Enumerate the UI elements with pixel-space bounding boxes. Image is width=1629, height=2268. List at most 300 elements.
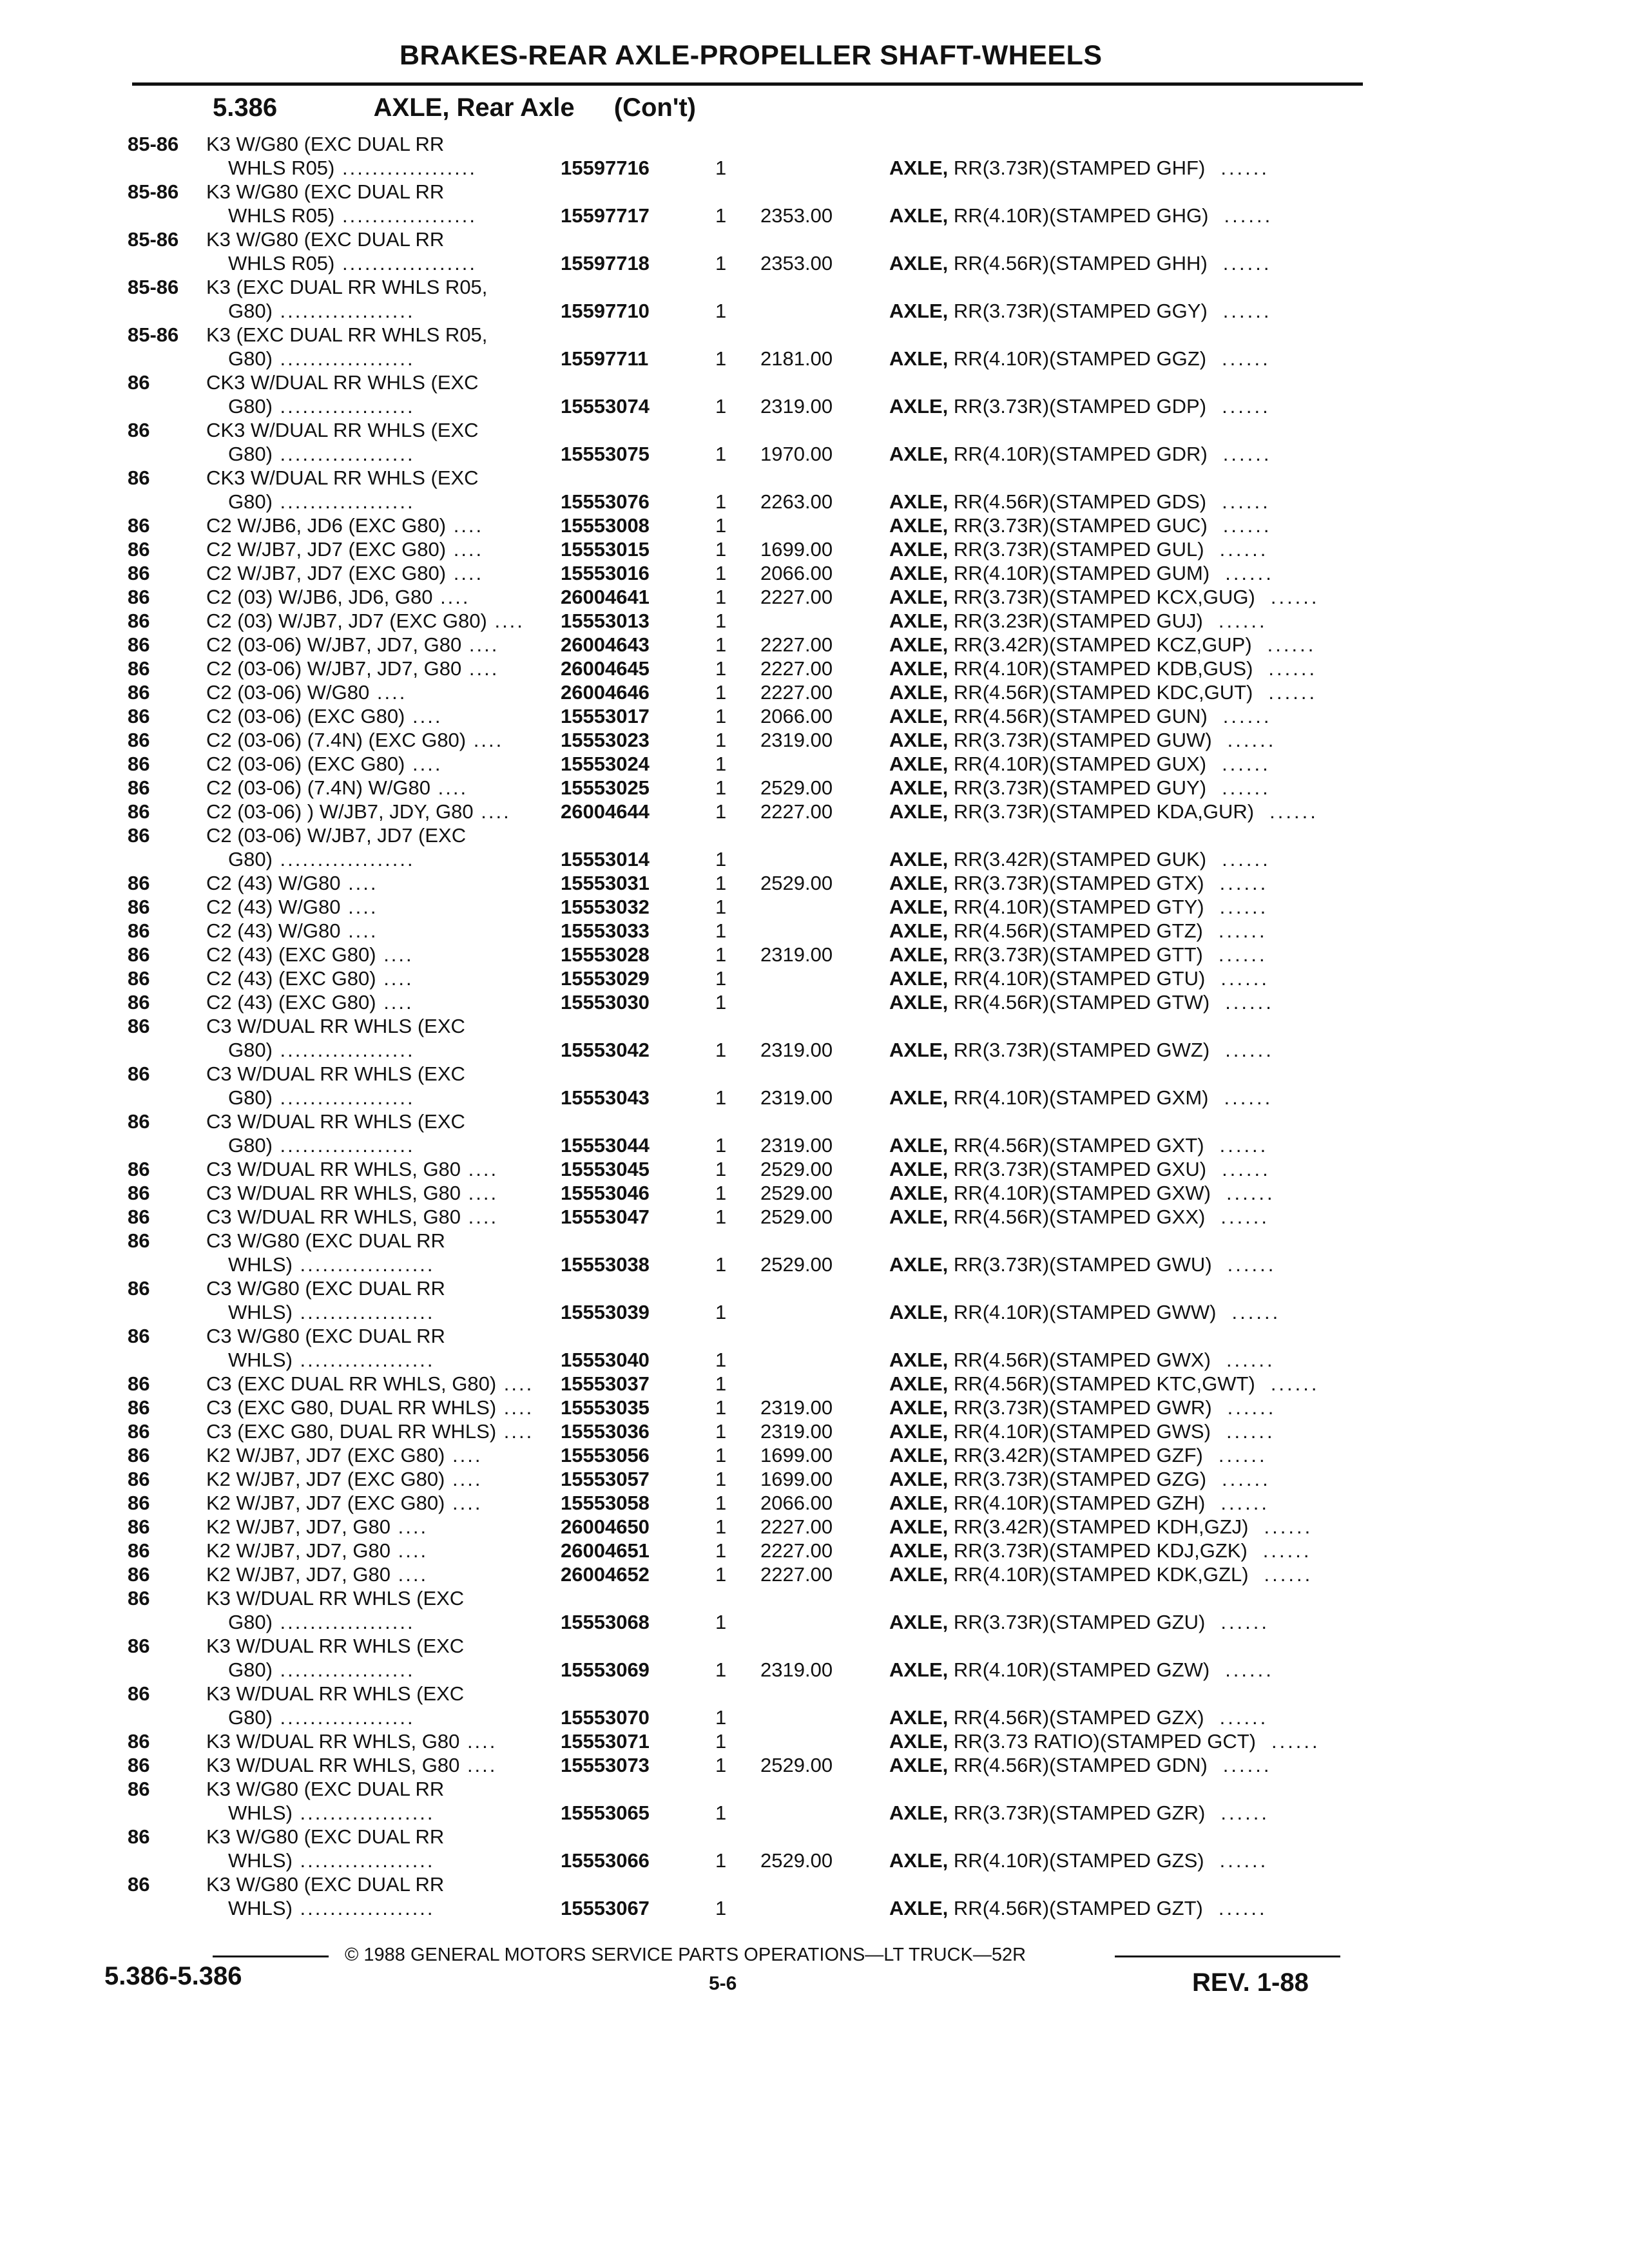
application-description: [206, 1753, 497, 1777]
model-year: 86: [128, 824, 150, 847]
model-year: 85-86: [128, 133, 179, 155]
page-title: BRAKES-REAR AXLE-PROPELLER SHAFT-WHEELS: [400, 40, 1103, 71]
part-number: 15553065: [561, 1802, 650, 1824]
footer-divider-right: [1115, 1956, 1340, 1957]
part-number: 15597717: [561, 204, 650, 227]
leader-dots: ......: [1224, 204, 1273, 227]
application-description: [206, 132, 477, 180]
application-description: [206, 1014, 465, 1062]
part-name: AXLE,: [889, 1420, 949, 1443]
quantity: 1: [715, 490, 727, 513]
parts-row: [0, 966, 1629, 990]
application-description: [206, 1539, 428, 1562]
model-year: 86: [128, 729, 150, 751]
part-number: 15553074: [561, 395, 650, 418]
application-line-1: K2 W/JB7, JD7, G80: [206, 1539, 390, 1562]
leader-dots: ......: [1222, 395, 1271, 418]
leader-dots: ..................: [334, 204, 477, 227]
model-year: 86: [128, 872, 150, 894]
application-line-2: G80): [228, 443, 273, 465]
application-line-2: WHLS): [228, 1301, 293, 1323]
leader-dots: ......: [1222, 1754, 1272, 1776]
part-name: AXLE,: [889, 1158, 949, 1180]
application-line-2: WHLS): [228, 1253, 293, 1276]
price: 2227.00: [760, 586, 833, 608]
part-name: AXLE,: [889, 1754, 949, 1776]
part-description: [889, 728, 1276, 752]
part-spec: RR(4.10R)(STAMPED GWW): [953, 1301, 1217, 1323]
leader-dots: ....: [340, 896, 378, 918]
part-name: AXLE,: [889, 1444, 949, 1466]
quantity: 1: [715, 1372, 727, 1395]
model-year: 86: [128, 1325, 150, 1347]
model-year: 86: [128, 371, 150, 394]
parts-row: [0, 1443, 1629, 1467]
application-description: [206, 466, 479, 514]
application-line-2: G80): [228, 1086, 273, 1109]
leader-dots: ....: [496, 1372, 534, 1395]
parts-row: [0, 418, 1629, 466]
leader-dots: ....: [405, 705, 443, 727]
model-year: 86: [128, 1015, 150, 1037]
part-name: AXLE,: [889, 538, 949, 561]
price: 2319.00: [760, 943, 833, 966]
part-number: 15553016: [561, 562, 650, 584]
leader-dots: ..................: [334, 252, 477, 274]
part-description: [889, 1753, 1271, 1777]
application-line-1: K3 W/DUAL RR WHLS (EXC: [206, 1587, 465, 1610]
part-number: 15553067: [561, 1897, 650, 1919]
part-spec: RR(3.73R)(STAMPED GZG): [953, 1468, 1207, 1490]
part-name: AXLE,: [889, 1802, 949, 1824]
parts-row: [0, 537, 1629, 561]
quantity: 1: [715, 1468, 727, 1490]
part-spec: RR(3.73R)(STAMPED GXU): [953, 1158, 1207, 1180]
leader-dots: ....: [432, 586, 470, 608]
application-line-2: G80): [228, 1611, 273, 1633]
part-description: [889, 561, 1274, 585]
model-year: 86: [128, 1730, 150, 1753]
model-year: 86: [128, 1635, 150, 1657]
part-number: 15553043: [561, 1086, 650, 1109]
part-spec: RR(4.56R)(STAMPED GUN): [953, 705, 1208, 727]
price: 2319.00: [760, 1396, 833, 1419]
application-line-1: CK3 W/DUAL RR WHLS (EXC: [206, 466, 479, 489]
part-description: [889, 204, 1273, 227]
application-description: [206, 800, 511, 823]
part-description: [889, 1300, 1280, 1324]
part-description: [889, 251, 1271, 275]
part-spec: RR(4.56R)(STAMPED GDN): [953, 1754, 1208, 1776]
part-number: 15553068: [561, 1611, 650, 1633]
leader-dots: ......: [1222, 1158, 1271, 1180]
application-line-1: K3 W/G80 (EXC DUAL RR: [206, 1778, 445, 1800]
model-year: 86: [128, 466, 150, 489]
leader-dots: ....: [390, 1515, 429, 1538]
part-description: [889, 1658, 1274, 1682]
part-spec: RR(4.10R)(STAMPED GWS): [953, 1420, 1211, 1443]
parts-row: [0, 680, 1629, 704]
application-description: [206, 1229, 445, 1276]
application-description: [206, 1110, 465, 1157]
leader-dots: ....: [459, 1730, 497, 1753]
part-name: AXLE,: [889, 1492, 949, 1514]
part-spec: RR(3.73R)(STAMPED GTT): [953, 943, 1203, 966]
price: 2227.00: [760, 800, 833, 823]
model-year: 86: [128, 919, 150, 942]
part-spec: RR(4.10R)(STAMPED GTU): [953, 967, 1206, 990]
part-number: 15553071: [561, 1730, 650, 1753]
part-name: AXLE,: [889, 490, 949, 513]
part-name: AXLE,: [889, 872, 949, 894]
part-name: AXLE,: [889, 443, 949, 465]
application-description: [206, 1825, 444, 1872]
application-line-1: C2 (43) (EXC G80): [206, 991, 376, 1014]
application-line-1: C3 W/G80 (EXC DUAL RR: [206, 1325, 445, 1347]
part-name: AXLE,: [889, 1706, 949, 1729]
application-line-1: K2 W/JB7, JD7, G80: [206, 1563, 390, 1586]
model-year: 86: [128, 705, 150, 727]
part-number: 26004641: [561, 586, 650, 608]
model-year: 86: [128, 1229, 150, 1252]
quantity: 1: [715, 562, 727, 584]
model-year: 86: [128, 657, 150, 680]
leader-dots: ..................: [272, 848, 415, 870]
part-description: [889, 1419, 1275, 1443]
part-number: 15553044: [561, 1134, 650, 1157]
part-number: 15553057: [561, 1468, 650, 1490]
part-name: AXLE,: [889, 705, 949, 727]
part-description: [889, 1396, 1276, 1419]
application-line-2: G80): [228, 1134, 273, 1157]
parts-row: [0, 1729, 1629, 1753]
section-continued: (Con't): [613, 93, 696, 122]
leader-dots: ......: [1219, 1134, 1269, 1157]
application-line-1: C2 (03-06) W/JB7, JD7, G80: [206, 633, 462, 656]
part-name: AXLE,: [889, 1897, 949, 1919]
price: 2353.00: [760, 204, 833, 227]
price: 2066.00: [760, 705, 833, 727]
part-number: 15553073: [561, 1754, 650, 1776]
leader-dots: ....: [461, 1206, 499, 1228]
application-description: [206, 1467, 482, 1491]
quantity: 1: [715, 157, 727, 179]
parts-row: [0, 657, 1629, 680]
part-description: [889, 657, 1317, 680]
model-year: 86: [128, 1468, 150, 1490]
leader-dots: ......: [1225, 562, 1274, 584]
part-number: 15553014: [561, 848, 650, 870]
part-name: AXLE,: [889, 300, 949, 322]
part-name: AXLE,: [889, 1658, 949, 1681]
price: 2066.00: [760, 1492, 833, 1514]
part-description: [889, 895, 1268, 919]
application-description: [206, 1443, 482, 1467]
part-name: AXLE,: [889, 729, 949, 751]
application-line-2: G80): [228, 490, 273, 513]
leader-dots: ......: [1218, 1444, 1268, 1466]
parts-row: [0, 275, 1629, 323]
part-description: [889, 514, 1271, 537]
parts-row: [0, 466, 1629, 514]
application-line-2: G80): [228, 1706, 273, 1729]
quantity: 1: [715, 610, 727, 632]
part-spec: RR(4.10R)(STAMPED GGZ): [953, 347, 1207, 370]
leader-dots: ......: [1222, 300, 1272, 322]
model-year: 86: [128, 943, 150, 966]
quantity: 1: [715, 1611, 727, 1633]
leader-dots: ......: [1267, 633, 1316, 656]
part-number: 15553046: [561, 1182, 650, 1204]
application-description: [206, 990, 414, 1014]
application-description: [206, 1682, 464, 1729]
quantity: 1: [715, 1492, 727, 1514]
leader-dots: ......: [1219, 1706, 1269, 1729]
application-description: [206, 1515, 428, 1539]
application-description: [206, 728, 503, 752]
leader-dots: ....: [390, 1539, 429, 1562]
part-spec: RR(4.10R)(STAMPED GUM): [953, 562, 1210, 584]
quantity: 1: [715, 896, 727, 918]
model-year: 86: [128, 1682, 150, 1705]
price: 2529.00: [760, 1253, 833, 1276]
application-line-1: C3 (EXC G80, DUAL RR WHLS): [206, 1396, 497, 1419]
leader-dots: ....: [376, 991, 414, 1014]
leader-dots: ..................: [272, 347, 415, 370]
parts-row: [0, 609, 1629, 633]
leader-dots: ......: [1220, 1802, 1270, 1824]
price: 2227.00: [760, 657, 833, 680]
model-year: 86: [128, 1110, 150, 1133]
part-spec: RR(4.10R)(STAMPED KDK,GZL): [953, 1563, 1249, 1586]
application-line-1: C3 W/DUAL RR WHLS (EXC: [206, 1015, 465, 1037]
application-line-1: K3 (EXC DUAL RR WHLS R05,: [206, 276, 488, 298]
quantity: 1: [715, 1539, 727, 1562]
part-number: 15553045: [561, 1158, 650, 1180]
quantity: 1: [715, 657, 727, 680]
part-description: [889, 943, 1268, 966]
part-description: [889, 1181, 1275, 1205]
part-name: AXLE,: [889, 1039, 949, 1061]
application-description: [206, 1777, 444, 1825]
part-description: [889, 1706, 1268, 1729]
parts-row: [0, 1586, 1629, 1634]
part-name: AXLE,: [889, 967, 949, 990]
part-description: [889, 442, 1271, 466]
leader-dots: ....: [376, 943, 414, 966]
leader-dots: ......: [1220, 1492, 1270, 1514]
application-line-1: C2 W/JB6, JD6 (EXC G80): [206, 514, 447, 537]
parts-row: [0, 1634, 1629, 1682]
leader-dots: ......: [1227, 729, 1277, 751]
price: 2529.00: [760, 1754, 833, 1776]
parts-row: [0, 1682, 1629, 1729]
leader-dots: ......: [1220, 1206, 1270, 1228]
application-line-1: K3 W/DUAL RR WHLS, G80: [206, 1754, 460, 1776]
part-name: AXLE,: [889, 848, 949, 870]
leader-dots: ....: [376, 967, 414, 990]
application-line-1: C2 (03-06) (7.4N) W/G80: [206, 776, 430, 799]
leader-dots: ......: [1218, 610, 1268, 632]
part-name: AXLE,: [889, 776, 949, 799]
part-spec: RR(4.56R)(STAMPED KDC,GUT): [953, 681, 1253, 704]
quantity: 1: [715, 681, 727, 704]
quantity: 1: [715, 1349, 727, 1371]
part-number: 15553017: [561, 705, 650, 727]
part-spec: RR(4.10R)(STAMPED KDB,GUS): [953, 657, 1253, 680]
part-name: AXLE,: [889, 896, 949, 918]
part-number: 15553075: [561, 443, 650, 465]
application-line-1: C2 (03-06) (EXC G80): [206, 705, 405, 727]
application-description: [206, 633, 499, 657]
parts-row: [0, 919, 1629, 943]
part-spec: RR(4.56R)(STAMPED GZX): [953, 1706, 1204, 1729]
part-spec: RR(3.73R)(STAMPED GTX): [953, 872, 1204, 894]
price: 2319.00: [760, 1658, 833, 1681]
model-year: 86: [128, 1492, 150, 1514]
parts-row: [0, 514, 1629, 537]
part-description: [889, 1610, 1269, 1634]
application-line-1: C3 W/DUAL RR WHLS (EXC: [206, 1110, 465, 1133]
leader-dots: ....: [405, 753, 443, 775]
leader-dots: ..................: [272, 443, 415, 465]
quantity: 1: [715, 586, 727, 608]
quantity: 1: [715, 347, 727, 370]
application-line-1: C3 W/DUAL RR WHLS, G80: [206, 1182, 461, 1204]
parts-row: [0, 1872, 1629, 1920]
part-spec: RR(3.73R)(STAMPED GWZ): [953, 1039, 1210, 1061]
part-spec: RR(4.56R)(STAMPED GDS): [953, 490, 1207, 513]
leader-dots: ..................: [292, 1349, 435, 1371]
leader-dots: ....: [446, 562, 484, 584]
price: 1699.00: [760, 538, 833, 561]
leader-dots: ......: [1219, 538, 1269, 561]
part-number: 15553076: [561, 490, 650, 513]
application-line-2: WHLS): [228, 1897, 293, 1919]
part-name: AXLE,: [889, 681, 949, 704]
application-line-1: C2 (43) (EXC G80): [206, 943, 376, 966]
application-description: [206, 1276, 445, 1324]
application-description: [206, 943, 414, 966]
part-name: AXLE,: [889, 562, 949, 584]
application-description: [206, 895, 378, 919]
part-description: [889, 1729, 1320, 1753]
part-description: [889, 490, 1271, 514]
leader-dots: ......: [1225, 1039, 1274, 1061]
part-spec: RR(3.73R)(STAMPED GWU): [953, 1253, 1212, 1276]
part-name: AXLE,: [889, 1134, 949, 1157]
footer-section-range: 5.386-5.386: [104, 1962, 242, 1990]
leader-dots: ......: [1222, 848, 1271, 870]
leader-dots: ..................: [272, 1611, 415, 1633]
application-line-1: C3 W/DUAL RR WHLS, G80: [206, 1158, 461, 1180]
leader-dots: ......: [1270, 1372, 1320, 1395]
part-number: 15553036: [561, 1420, 650, 1443]
model-year: 86: [128, 991, 150, 1014]
leader-dots: ......: [1225, 1658, 1274, 1681]
leader-dots: ....: [445, 1444, 483, 1466]
leader-dots: ....: [390, 1563, 429, 1586]
model-year: 86: [128, 514, 150, 537]
application-line-1: K3 W/G80 (EXC DUAL RR: [206, 1873, 445, 1896]
part-description: [889, 1157, 1271, 1181]
section-heading: [213, 93, 696, 122]
model-year: 86: [128, 1754, 150, 1776]
leader-dots: ......: [1222, 252, 1272, 274]
leader-dots: ....: [446, 538, 484, 561]
application-line-1: C3 (EXC DUAL RR WHLS, G80): [206, 1372, 497, 1395]
part-spec: RR(3.42R)(STAMPED KDH,GZJ): [953, 1515, 1249, 1538]
part-name: AXLE,: [889, 1206, 949, 1228]
application-description: [206, 537, 483, 561]
part-name: AXLE,: [889, 586, 949, 608]
quantity: 1: [715, 848, 727, 870]
model-year: 86: [128, 1372, 150, 1395]
leader-dots: ....: [496, 1420, 534, 1443]
leader-dots: ..................: [292, 1897, 435, 1919]
part-number: 15597718: [561, 252, 650, 274]
leader-dots: ......: [1271, 1730, 1320, 1753]
part-name: AXLE,: [889, 800, 949, 823]
quantity: 1: [715, 1158, 727, 1180]
parts-row: [0, 1062, 1629, 1110]
application-line-2: WHLS): [228, 1349, 293, 1371]
quantity: 1: [715, 1658, 727, 1681]
application-description: [206, 1586, 464, 1634]
part-number: 15553066: [561, 1849, 650, 1872]
price: 2263.00: [760, 490, 833, 513]
parts-row: [0, 1562, 1629, 1586]
quantity: 1: [715, 1420, 727, 1443]
part-spec: RR(4.10R)(STAMPED GZW): [953, 1658, 1210, 1681]
price: 2319.00: [760, 729, 833, 751]
part-description: [889, 585, 1320, 609]
part-spec: RR(3.73R)(STAMPED KDJ,GZK): [953, 1539, 1248, 1562]
part-description: [889, 1849, 1268, 1872]
application-line-1: C2 (43) W/G80: [206, 919, 341, 942]
part-description: [889, 1038, 1274, 1062]
part-number: 15553038: [561, 1253, 650, 1276]
quantity: 1: [715, 1182, 727, 1204]
application-line-1: C2 W/JB7, JD7 (EXC G80): [206, 538, 447, 561]
parts-list: [0, 132, 1629, 1920]
part-name: AXLE,: [889, 610, 949, 632]
model-year: 86: [128, 776, 150, 799]
model-year: 86: [128, 1563, 150, 1586]
footer-revision: REV. 1-88: [1192, 1968, 1309, 1997]
part-spec: RR(4.56R)(STAMPED GXX): [953, 1206, 1206, 1228]
leader-dots: ....: [461, 633, 499, 656]
part-description: [889, 1515, 1313, 1539]
application-description: [206, 1396, 534, 1419]
quantity: 1: [715, 1444, 727, 1466]
application-line-1: C3 (EXC G80, DUAL RR WHLS): [206, 1420, 497, 1443]
application-line-1: K3 W/G80 (EXC DUAL RR: [206, 228, 445, 251]
part-number: 15553047: [561, 1206, 650, 1228]
part-spec: RR(3.73R)(STAMPED GUY): [953, 776, 1207, 799]
application-line-1: C2 (03) W/JB7, JD7 (EXC G80): [206, 610, 487, 632]
leader-dots: ......: [1269, 800, 1318, 823]
leader-dots: ......: [1218, 919, 1268, 942]
part-spec: RR(4.10R)(STAMPED GXW): [953, 1182, 1211, 1204]
parts-row: [0, 823, 1629, 871]
leader-dots: ......: [1264, 1515, 1313, 1538]
application-line-1: C2 (43) W/G80: [206, 872, 341, 894]
part-description: [889, 537, 1268, 561]
leader-dots: ....: [340, 872, 378, 894]
application-line-2: WHLS): [228, 1802, 293, 1824]
parts-row: [0, 776, 1629, 800]
